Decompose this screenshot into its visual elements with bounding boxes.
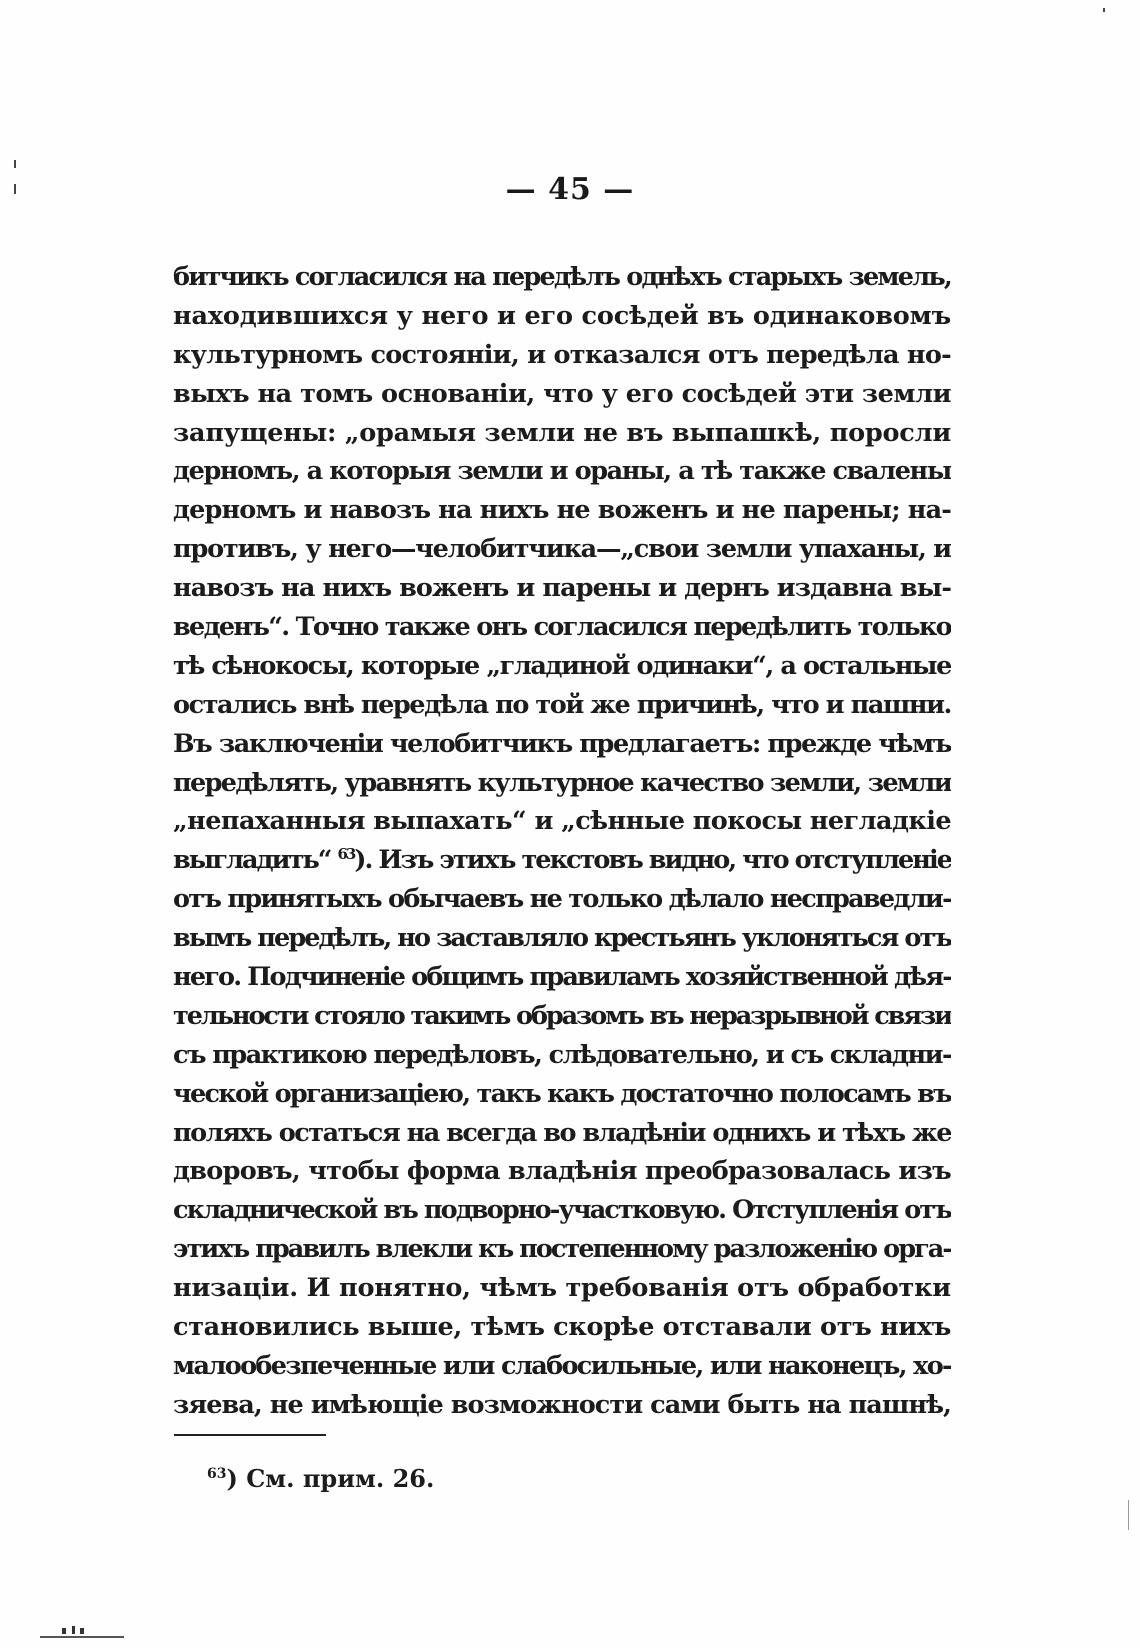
body-text: [173, 258, 951, 1425]
text-line-with-footnote-ref: [173, 841, 951, 880]
text-line: веденъ“. Точно также онъ согласился передѣлить только: [173, 612, 951, 643]
text-line: зяева, не имѣющіе возможности сами быть на пашнѣ,: [173, 1389, 951, 1420]
text-line: находившихся у него и его сосѣдей въ одинаковомъ: [173, 300, 951, 331]
text-line: передѣлять, уравнять культурное качество земли, земли: [173, 767, 951, 798]
text-line: тѣ сѣнокосы, которые „гладиной одинаки“, а остальные: [173, 650, 951, 681]
text-line: „непаханныя выпахать“ и „сѣнные покосы негладкіе: [173, 806, 951, 837]
text-line: складнической въ подворно-участковую. Отступленія отъ: [173, 1195, 951, 1226]
text-line: малообезпеченные или слабосильные, или наконецъ, хо-: [173, 1350, 951, 1381]
scan-speck: [1103, 8, 1105, 12]
text-line: противъ, у него—челобитчика—„свои земли упаханы, и: [173, 534, 951, 565]
scan-speck: [40, 1636, 124, 1638]
text-fragment: выгладить“: [173, 845, 331, 876]
text-line: него. Подчиненіе общимъ правиламъ хозяйственной дѣя-: [173, 962, 951, 993]
text-fragment: ). Изъ этихъ текстовъ видно, что отступленіе: [354, 845, 951, 876]
footnote-text: ) См. прим. 26.: [226, 1464, 435, 1493]
scan-speck: [1128, 1500, 1129, 1530]
footnote-reference: 63: [337, 845, 355, 864]
text-line: остались внѣ передѣла по той же причинѣ, что и пашни.: [173, 689, 951, 720]
text-line: тельности стояло такимъ образомъ въ неразрывной связи: [173, 1000, 951, 1031]
scan-speck: [14, 184, 16, 194]
text-line: этихъ правилъ влекли къ постепенному разложенію орга-: [173, 1234, 951, 1265]
text-line: запущены: „орамыя земли не въ выпашкѣ, поросли: [173, 417, 951, 448]
text-line: съ практикою передѣловъ, слѣдовательно, и съ складни-: [173, 1039, 951, 1070]
text-line: дворовъ, чтобы форма владѣнія преобразовалась изъ: [173, 1156, 951, 1187]
footnote-rule: [174, 1434, 326, 1436]
scan-speck: [80, 1628, 84, 1634]
text-line: ческой организаціею, такъ какъ достаточно полосамъ въ: [173, 1078, 951, 1109]
text-line: низаціи. И понятно, чѣмъ требованія отъ обработки: [173, 1273, 951, 1304]
text-line: навозъ на нихъ воженъ и парены и дернъ издавна вы-: [173, 573, 951, 604]
page-number: — 45 —: [505, 172, 635, 207]
text-line: становились выше, тѣмъ скорѣе отставали отъ нихъ: [173, 1312, 951, 1343]
text-line: выхъ на томъ основаніи, что у его сосѣдей эти земли: [173, 378, 951, 409]
text-line: дерномъ, а которыя земли и ораны, а тѣ также свалены: [173, 456, 951, 487]
text-line: битчикъ согласился на передѣлъ однѣхъ старыхъ земель,: [173, 262, 951, 292]
text-line: поляхъ остаться на всегда во владѣніи однихъ и тѣхъ же: [173, 1117, 951, 1148]
scan-speck: [62, 1628, 66, 1634]
text-line: культурномъ состояніи, и отказался отъ передѣла но-: [173, 339, 951, 370]
text-line: Въ заключеніи челобитчикъ предлагаетъ: прежде чѣмъ: [173, 728, 951, 759]
scan-speck: [72, 1626, 75, 1634]
text-line: отъ принятыхъ обычаевъ не только дѣлало несправедли-: [173, 884, 951, 915]
scan-speck: [14, 160, 16, 168]
text-line: вымъ передѣлъ, но заставляло крестьянъ уклоняться отъ: [173, 923, 951, 954]
footnote: [207, 1464, 434, 1493]
footnote-mark: 63: [207, 1466, 227, 1482]
text-line: дерномъ и навозъ на нихъ не воженъ и не парены; на-: [173, 495, 951, 526]
